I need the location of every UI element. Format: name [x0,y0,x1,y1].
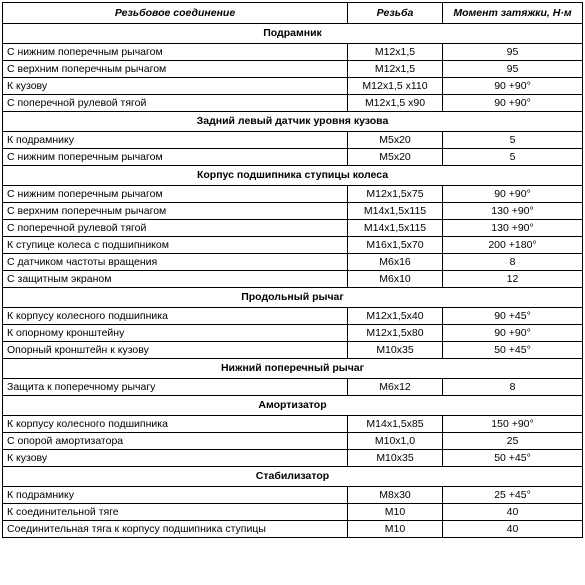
table-row [3,203,583,220]
torque-cell: 5 [443,132,583,149]
thread-cell: M10 [348,521,443,538]
thread-cell: M6x10 [348,271,443,288]
section-title: Подрамник [3,24,583,44]
torque-cell: 150 +90° [443,416,583,433]
thread-cell: M6x16 [348,254,443,271]
joint-cell: Опорный кронштейн к кузову [3,342,348,359]
table-row [3,433,583,450]
torque-cell: 12 [443,271,583,288]
torque-cell: 90 +90° [443,78,583,95]
table-row [3,416,583,433]
table-row [3,521,583,538]
header-joint: Резьбовое соединение [3,3,348,24]
thread-cell: M10 [348,504,443,521]
torque-cell: 50 +45° [443,342,583,359]
torque-cell: 25 +45° [443,487,583,504]
torque-cell: 95 [443,44,583,61]
thread-cell: M14x1,5x85 [348,416,443,433]
torque-cell: 5 [443,149,583,166]
thread-cell: M12x1,5x40 [348,308,443,325]
thread-cell: M8x30 [348,487,443,504]
section-header-row [3,24,583,44]
section-header-row [3,467,583,487]
torque-spec-table [2,2,583,538]
torque-cell: 8 [443,254,583,271]
torque-cell: 90 +45° [443,308,583,325]
table-row [3,487,583,504]
thread-cell: M12x1,5x80 [348,325,443,342]
joint-cell: С верхним поперечным рычагом [3,203,348,220]
section-title: Амортизатор [3,396,583,416]
torque-cell: 200 +180° [443,237,583,254]
header-torque: Момент затяжки, Н·м [443,3,583,24]
section-header-row [3,166,583,186]
thread-cell: M12x1,5 x90 [348,95,443,112]
joint-cell: С датчиком частоты вращения [3,254,348,271]
joint-cell: К опорному кронштейну [3,325,348,342]
torque-cell: 25 [443,433,583,450]
joint-cell: К ступице колеса с подшипником [3,237,348,254]
thread-cell: M6x12 [348,379,443,396]
table-row [3,237,583,254]
table-row [3,220,583,237]
table-row [3,186,583,203]
joint-cell: К корпусу колесного подшипника [3,416,348,433]
joint-cell: К кузову [3,450,348,467]
section-header-row [3,359,583,379]
table-row [3,379,583,396]
thread-cell: M16x1,5x70 [348,237,443,254]
joint-cell: С нижним поперечным рычагом [3,186,348,203]
table-row [3,271,583,288]
joint-cell: К корпусу колесного подшипника [3,308,348,325]
table-row [3,95,583,112]
thread-cell: M12x1,5 [348,61,443,78]
thread-cell: M12x1,5 [348,44,443,61]
joint-cell: С нижним поперечным рычагом [3,44,348,61]
table-row [3,44,583,61]
section-title: Стабилизатор [3,467,583,487]
thread-cell: M14x1,5x115 [348,203,443,220]
joint-cell: Защита к поперечному рычагу [3,379,348,396]
section-title: Продольный рычаг [3,288,583,308]
thread-cell: M12x1,5 x110 [348,78,443,95]
table-row [3,149,583,166]
torque-cell: 8 [443,379,583,396]
joint-cell: С нижним поперечным рычагом [3,149,348,166]
joint-cell: Соединительная тяга к корпусу подшипника ступицы [3,521,348,538]
thread-cell: M5x20 [348,149,443,166]
torque-cell: 95 [443,61,583,78]
table-row [3,61,583,78]
thread-cell: M12x1,5x75 [348,186,443,203]
thread-cell: M10x35 [348,342,443,359]
table-row [3,325,583,342]
section-header-row [3,288,583,308]
joint-cell: К кузову [3,78,348,95]
torque-cell: 130 +90° [443,220,583,237]
torque-cell: 90 +90° [443,95,583,112]
torque-cell: 40 [443,521,583,538]
joint-cell: С опорой амортизатора [3,433,348,450]
thread-cell: M10x35 [348,450,443,467]
thread-cell: M5x20 [348,132,443,149]
table-header-row [3,3,583,24]
section-header-row [3,396,583,416]
table-row [3,78,583,95]
thread-cell: M14x1,5x115 [348,220,443,237]
joint-cell: С верхним поперечным рычагом [3,61,348,78]
section-title: Корпус подшипника ступицы колеса [3,166,583,186]
joint-cell: С защитным экраном [3,271,348,288]
joint-cell: К подрамнику [3,132,348,149]
joint-cell: С поперечной рулевой тягой [3,95,348,112]
joint-cell: К подрамнику [3,487,348,504]
table-row [3,504,583,521]
torque-cell: 40 [443,504,583,521]
table-row [3,450,583,467]
joint-cell: С поперечной рулевой тягой [3,220,348,237]
section-header-row [3,112,583,132]
table-body [3,24,583,538]
thread-cell: M10x1,0 [348,433,443,450]
header-thread: Резьба [348,3,443,24]
table-row [3,254,583,271]
section-title: Задний левый датчик уровня кузова [3,112,583,132]
table-row [3,342,583,359]
table-row [3,308,583,325]
torque-cell: 90 +90° [443,325,583,342]
joint-cell: К соединительной тяге [3,504,348,521]
torque-cell: 90 +90° [443,186,583,203]
torque-cell: 130 +90° [443,203,583,220]
section-title: Нижний поперечный рычаг [3,359,583,379]
torque-cell: 50 +45° [443,450,583,467]
table-row [3,132,583,149]
